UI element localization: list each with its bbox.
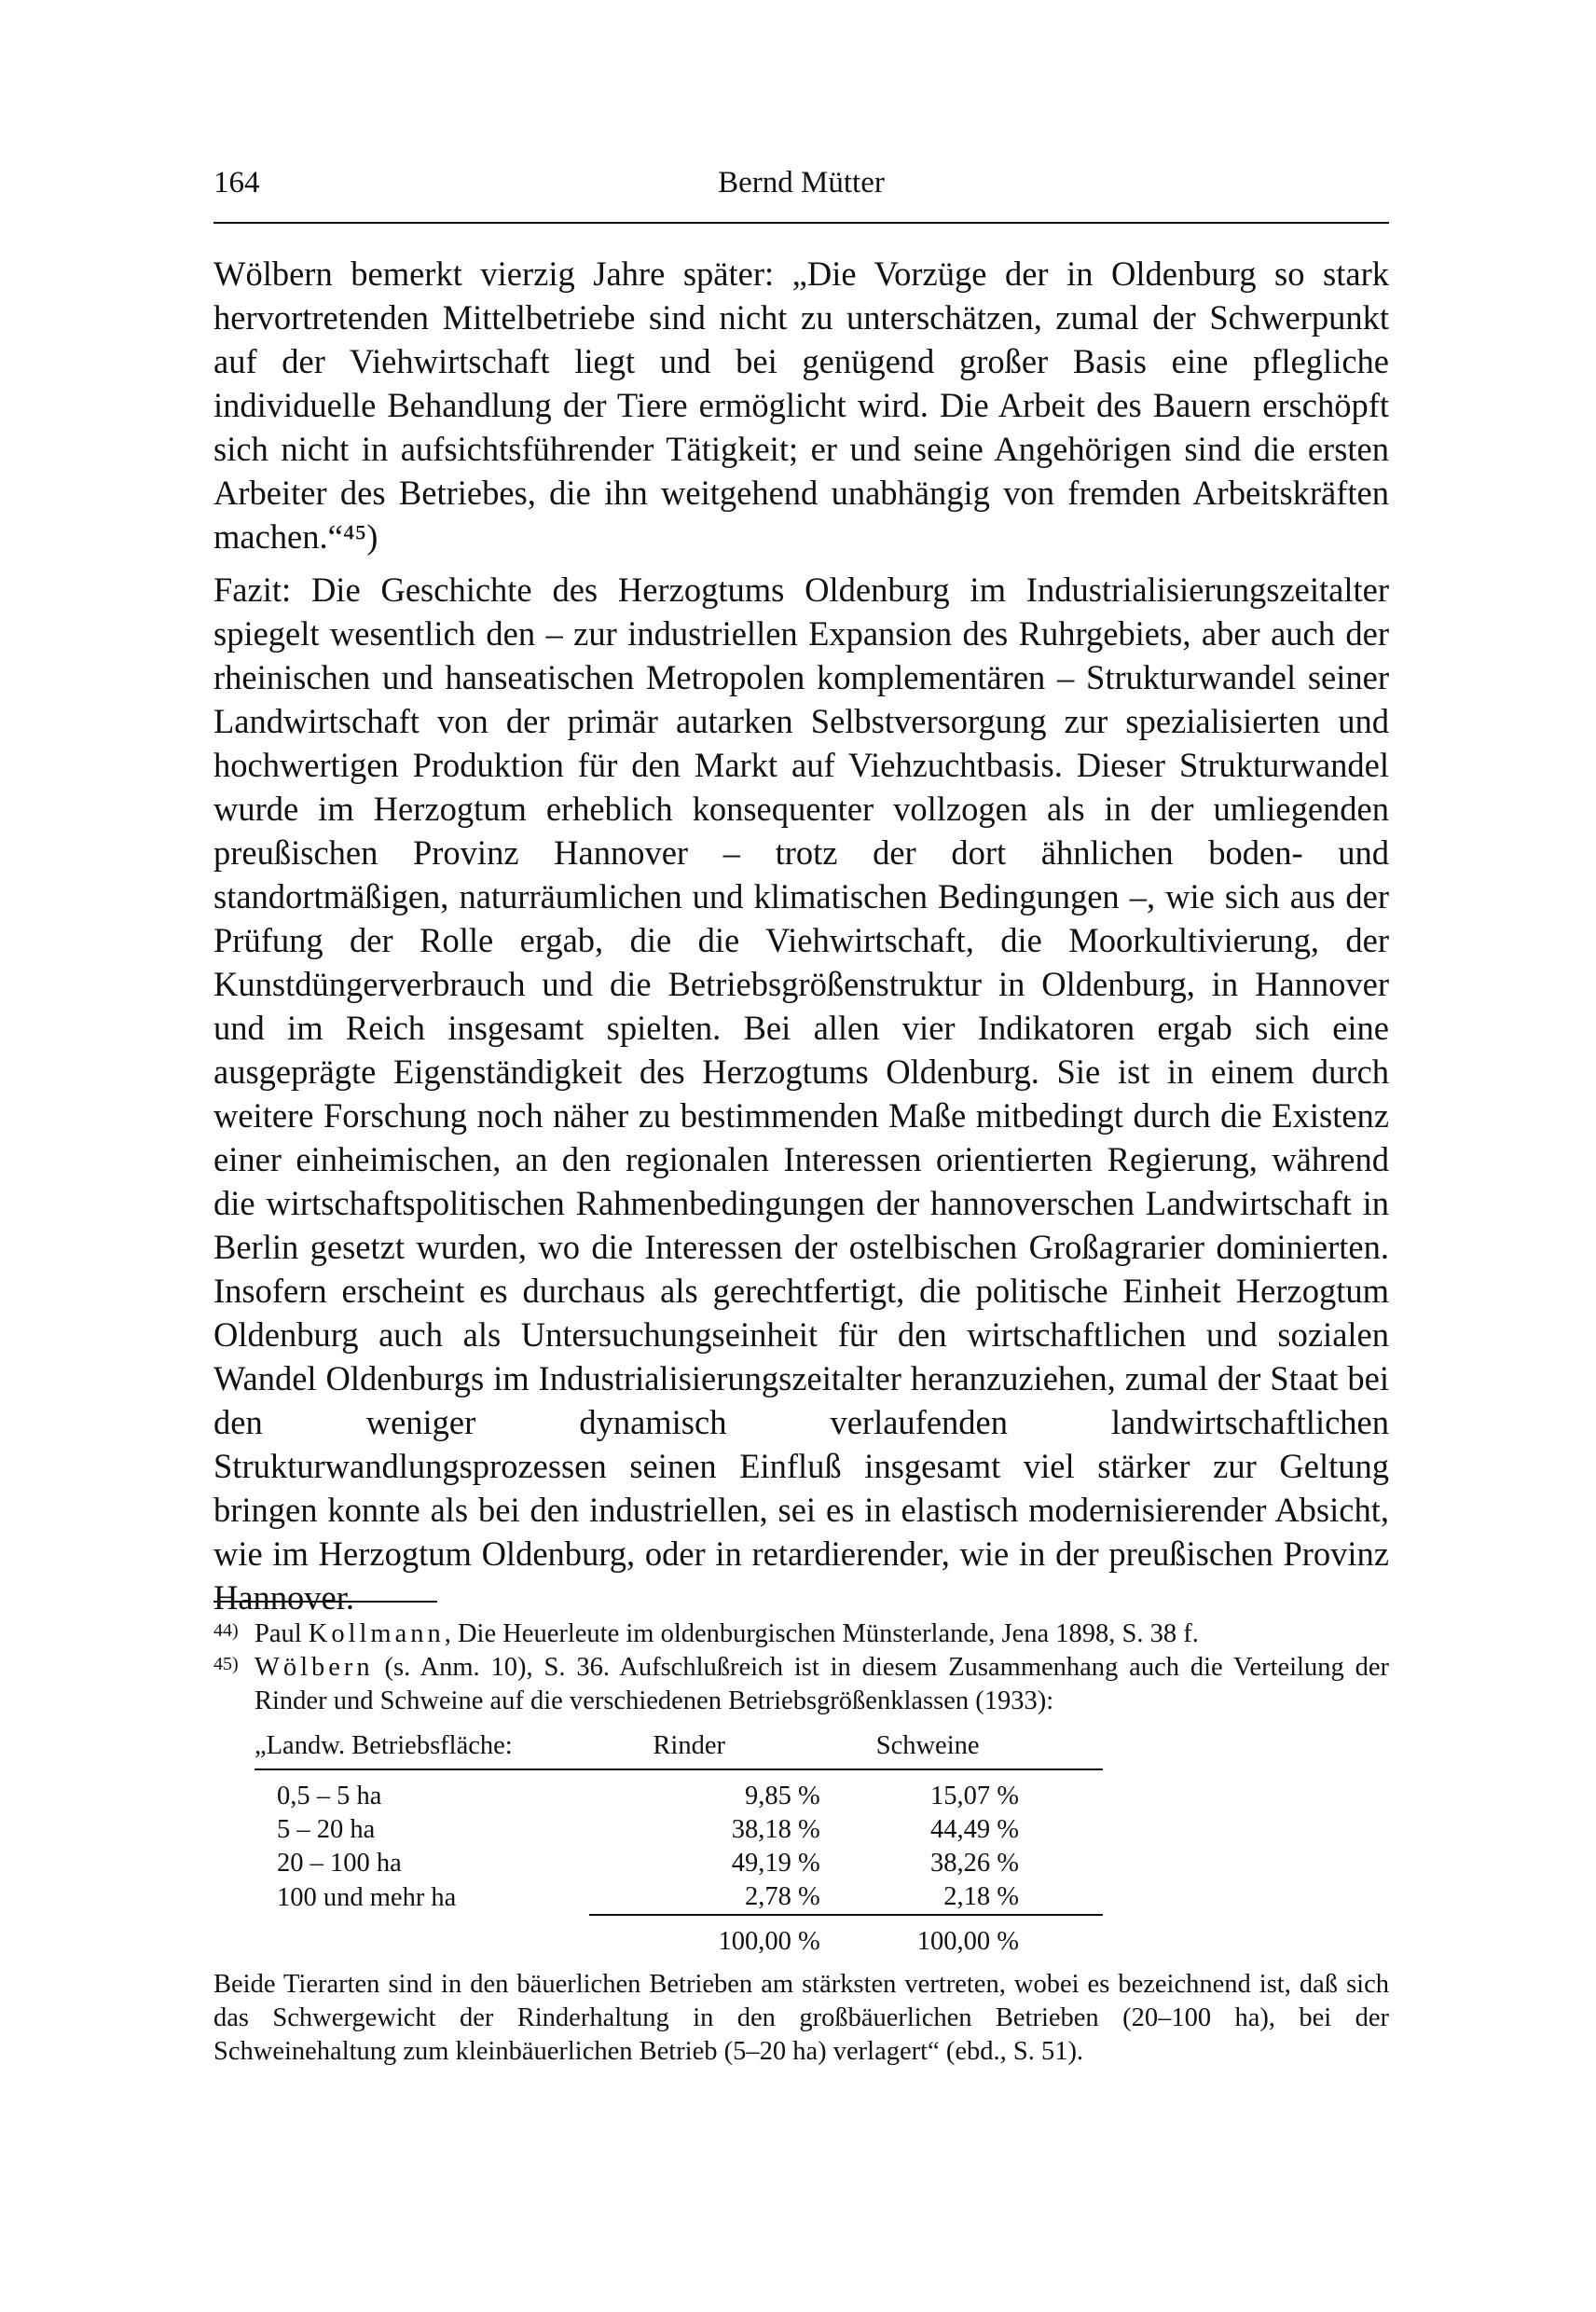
running-title: Bernd Mütter: [718, 166, 885, 200]
cell-schweine: 38,26 %: [930, 1849, 1019, 1878]
footnote-marker: 45): [213, 1654, 239, 1674]
range-from: 100: [277, 1882, 317, 1912]
range-from: 5: [277, 1815, 291, 1844]
cell-rinder: 38,18 %: [731, 1815, 820, 1844]
footnote-author-prefix: Paul: [255, 1619, 309, 1648]
range-to: 5 ha: [337, 1782, 382, 1810]
footnote-rule: [213, 1601, 437, 1603]
table-row: [255, 1847, 1103, 1880]
table-header-area: „Landw. Betriebsfläche:: [255, 1729, 589, 1769]
footnote-45: [213, 1651, 1389, 1718]
cell-schweine: 44,49 %: [930, 1815, 1019, 1844]
cell-rinder: 9,85 %: [744, 1782, 820, 1810]
table-row: [255, 1813, 1103, 1847]
range-from: 0,5 –: [277, 1782, 330, 1810]
table-total-row: [255, 1915, 1103, 1959]
cell-rinder: 2,78 %: [744, 1882, 820, 1911]
footnote-text: (s. Anm. 10), S. 36. Aufschlußreich ist in diesem Zusammenhang auch die Verteilung der Rinder und Schweine auf die verschiedenen Betriebsgrößenklassen (1933):: [255, 1653, 1389, 1715]
footnotes: [213, 1617, 1389, 2069]
range-from: 20: [277, 1849, 304, 1878]
table-header-rinder: Rinder: [589, 1729, 838, 1769]
table-row: [255, 1880, 1103, 1915]
range-to: und mehr ha: [323, 1882, 457, 1912]
cell-schweine: 15,07 %: [930, 1782, 1019, 1810]
table-header-schweine: Schweine: [839, 1729, 1103, 1769]
footnote-44: [213, 1617, 1389, 1651]
range-to: – 20 ha: [296, 1815, 376, 1844]
footnote-author: Kollmann: [308, 1619, 445, 1648]
table-header-row: [255, 1729, 1103, 1769]
footnote-text: , Die Heuerleute im oldenburgischen Münsterlande, Jena 1898, S. 38 f.: [444, 1619, 1199, 1648]
footnote-author: Wölbern: [255, 1653, 374, 1682]
footnote-45-closing: Beide Tierarten sind in den bäuerlichen Betrieben am stärksten vertreten, wobei es bezeichnend ist, daß sich das Schwergewicht der Rinderhaltung in den großbäuerlichen Betrieben (20–100 ha), bei der Schweinehaltung zum kleinbäuerlichen Betrieb (5–20 ha) verlagert“ (ebd., S. 51).: [213, 1970, 1389, 2066]
footnote-marker: 44): [213, 1620, 239, 1641]
header-rule: [213, 222, 1389, 224]
range-to: – 100 ha: [310, 1849, 402, 1878]
total-schweine: 100,00 %: [839, 1915, 1103, 1959]
paragraph-woelbern-quote: Wölbern bemerkt vierzig Jahre später: „Die Vorzüge der in Oldenburg so stark hervortretenden Mittelbetriebe sind nicht zu unterschätzen, zumal der Schwerpunkt auf der Viehwirtschaft liegt und bei genügend großer Basis eine pflegliche individuelle Behandlung der Tiere ermöglicht wird. Die Arbeit des Bauern erschöpft sich nicht in aufsichtsführender Tätigkeit; er und seine Angehörigen sind die ersten Arbeiter des Betriebes, die ihn weitgehend unabhängig von fremden Arbeitskräften machen.“⁴⁵): [213, 255, 1389, 556]
page-number: 164: [213, 166, 260, 200]
livestock-distribution-table: [255, 1729, 1103, 1959]
cell-schweine: 2,18 %: [943, 1882, 1019, 1911]
table-row: [255, 1769, 1103, 1813]
main-text: [213, 252, 1389, 1619]
cell-rinder: 49,19 %: [731, 1849, 820, 1878]
total-rinder: 100,00 %: [589, 1915, 838, 1959]
running-header: [213, 166, 1389, 209]
paragraph-fazit: Fazit: Die Geschichte des Herzogtums Oldenburg im Industrialisierungszeitalter spiegelt wesentlich den – zur industriellen Expansion des Ruhrgebiets, aber auch der rheinischen und hanseatischen Metropolen komplementären – Strukturwandel seiner Landwirtschaft von der primär autarken Selbstversorgung zur spezialisierten und hochwertigen Produktion für den Markt auf Viehzuchtbasis. Dieser Strukturwandel wurde im Herzogtum erheblich konsequenter vollzogen als in der umliegenden preußischen Provinz Hannover – trotz der dort ähnlichen boden- und standortmäßigen, naturräumlichen und klimatischen Bedingungen –, wie sich aus der Prüfung der Rolle ergab, die die Viehwirtschaft, die Moorkultivierung, der Kunstdüngerverbrauch und die Betriebsgrößenstruktur in Oldenburg, in Hannover und im Reich insgesamt spielten. Bei allen vier Indikatoren ergab sich eine ausgeprägte Eigenständigkeit des Herzogtums Oldenburg. Sie ist in einem durch weitere Forschung noch näher zu bestimmenden Maße mitbedingt durch die Existenz einer einheimischen, an den regionalen Interessen orientierten Regierung, während die wirtschaftspolitischen Rahmenbedingungen der hannoverschen Landwirtschaft in Berlin gesetzt wurden, wo die Interessen der ostelbischen Großagrarier dominierten. Insofern erscheint es durchaus als gerechtfertigt, die politische Einheit Herzogtum Oldenburg auch als Untersuchungseinheit für den wirtschaftlichen und sozialen Wandel Oldenburgs im Industrialisierungszeitalter heranzuziehen, zumal der Staat bei den weniger dynamisch verlaufenden landwirtschaftlichen Strukturwandlungsprozessen seinen Einfluß insgesamt viel stärker zur Geltung bringen konnte als bei den industriellen, sei es in elastisch modernisierender Absicht, wie im Herzogtum Oldenburg, oder in retardierender, wie in der preußischen Provinz Hannover.: [213, 571, 1389, 1617]
